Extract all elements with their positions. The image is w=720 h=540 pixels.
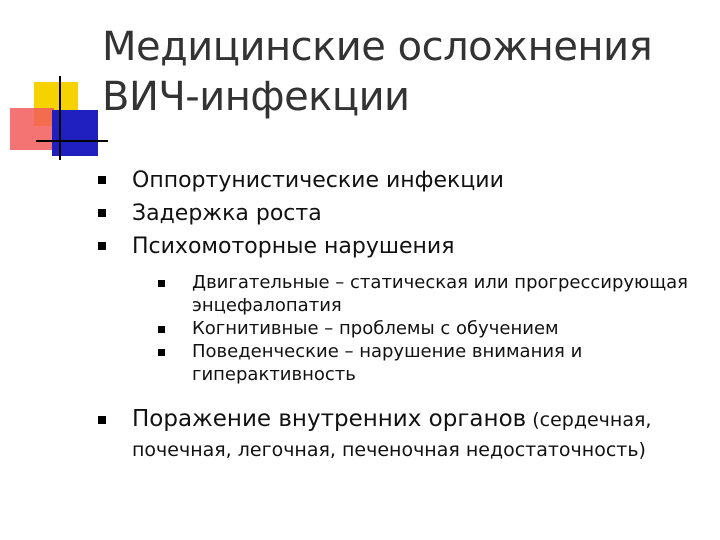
bullet-text: Задержка роста [132, 201, 322, 226]
slide-title-line-1: Медицинские осложнения [102, 24, 653, 70]
bullet-text-detail-start: (сердечная, [526, 409, 652, 431]
sub-bullet-text: Поведенческие – нарушение внимания и гиперактивность [192, 341, 583, 385]
square-bullet-icon [98, 209, 106, 217]
bullet-item [98, 164, 708, 197]
square-bullet-icon [98, 176, 106, 184]
sub-bullet-text: Когнитивные – проблемы с обучением [192, 318, 559, 339]
slide-title-line-2: ВИЧ-инфекции [102, 74, 410, 120]
square-bullet-icon [158, 280, 165, 287]
sub-bullet-item [158, 317, 708, 340]
title-decoration-graphic [0, 0, 110, 170]
bullet-text-detail-rest: почечная, легочная, печеночная недостаточность) [132, 439, 646, 461]
slide-title [102, 22, 702, 122]
square-bullet-icon [158, 349, 165, 356]
sub-bullet-text: Двигательные – статическая или прогрессирующая энцефалопатия [192, 272, 689, 316]
bullet-list [98, 164, 708, 465]
bullet-item [98, 197, 708, 230]
sub-bullet-item [158, 271, 708, 317]
bullet-item [98, 404, 708, 465]
square-bullet-icon [98, 416, 106, 424]
bullet-item [98, 230, 708, 386]
bullet-text: Психомоторные нарушения [132, 234, 455, 259]
bullet-text: Оппортунистические инфекции [132, 168, 504, 193]
sub-bullet-item [158, 340, 708, 386]
decor-red-square [10, 108, 54, 150]
sub-bullet-list [158, 271, 708, 386]
bullet-text-main: Поражение внутренних органов [132, 406, 527, 432]
square-bullet-icon [98, 242, 106, 250]
square-bullet-icon [158, 326, 165, 333]
decor-blue-square [52, 110, 98, 156]
